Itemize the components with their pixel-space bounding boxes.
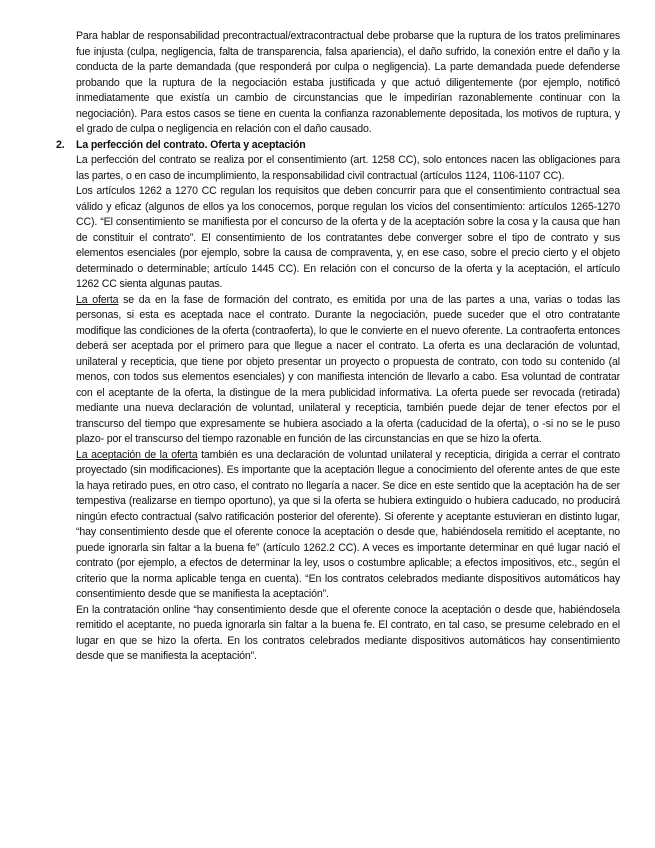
offer-paragraph: [76, 293, 620, 448]
section-number: 2.: [56, 138, 65, 151]
perfection-paragraph: La perfección del contrato se realiza por el consentimiento (art. 1258 CC), solo entonces nacen las obligaciones para las partes, o en caso de incumplimiento, la responsabilidad civil contractual (artículos 1124, 1106-1107 CC).: [76, 154, 620, 182]
acceptance-text: también es una declaración de voluntad unilateral y recepticia, dirigida a cerrar el contrato proyectado (sin modificaciones). Es importante que la aceptación llegue a conocimiento del oferente antes de que este la haya retirado pues, en otro caso, el contrato no llegaría a nacer. Se dice en este sentido que la aceptación ha de ser tempestiva (realizarse en tiempo oportuno), ya que si la oferta se hubiera extinguido o hubiera caducado, no producirá ningún efecto contractual (salvo ratificación posterior del oferente). Si oferente y aceptante estuvieran en distinto lugar, “hay consentimiento desde que el oferente conoce la aceptación o desde que, habiéndosela remitido el aceptante, no puede ignorarla sin faltar a la buena fe” (artículo 1262.2 CC). A veces es importante determinar en qué lugar nació el contrato (por ejemplo, a efectos de determinar la ley, usos o costumbre aplicable; a efectos impositivos, etc., según el criterio que la norma aplicable tenga en cuenta). “En los contratos celebrados mediante dispositivos automáticos hay consentimiento desde que se manifiesta la aceptación”.: [76, 448, 620, 600]
document-page: [56, 29, 621, 665]
acceptance-paragraph: [76, 448, 620, 603]
section-title: La perfección del contrato. Oferta y aceptación: [76, 138, 306, 151]
section-heading: [56, 138, 620, 154]
acceptance-term: La aceptación de la oferta: [76, 448, 198, 461]
online-contract-paragraph: En la contratación online “hay consentimiento desde que el oferente conoce la aceptación o desde que, habiéndosela remitido el aceptante, no pueda ignorarla sin faltar a la buena fe. El contrato, en tal caso, se presume celebrado en el lugar en que se hizo la oferta. En los contratos celebrados mediante dispositivos automáticos hay consentimiento desde que se manifiesta la aceptación”.: [76, 603, 620, 662]
offer-text: se da en la fase de formación del contrato, es emitida por una de las partes a una, varias o todas las personas, si esta es aceptada nace el contrato. Durante la negociación, puede suceder que el otro contratante modifique las condiciones de la oferta (contraoferta), lo que le convierte en el nuevo oferente. La contraoferta entonces deberá ser aceptada por el primero para que llegue a nacer el contrato. La oferta es una declaración de voluntad, unilateral y recepticia, que tiene por objeto presentar un proyecto o propuesta de contrato, con todo su contenido (al menos, con todos sus elementos esenciales) y con manifiesta intención de llevarlo a cabo. Esa voluntad de contratar con el aceptante de la oferta, la distingue de la mera publicidad informativa. La oferta puede ser revocada (retirada) mediante una nueva declaración de voluntad, unilateral y recepticia, también puede dejar de tener efectos por el transcurso del tiempo que expresamente se hubiera asociado a la oferta (caducidad de la oferta), o -si no se le puso plazo- por el transcurso del tiempo razonable en función de las circunstancias en que se hizo la oferta.: [76, 293, 621, 445]
offer-term: La oferta: [76, 293, 119, 306]
requirements-paragraph: Los artículos 1262 a 1270 CC regulan los requisitos que deben concurrir para que el consentimiento contractual sea válido y eficaz (algunos de ellos ya los conocemos, porque regulan los vicios del consentimiento: artículos 1265-1270 CC). “El consentimiento se manifiesta por el concurso de la oferta y de la aceptación sobre la cosa y la causa que han de constituir el contrato”. El consentimiento de los contratantes debe converger sobre el tipo de contrato y sus elementos esenciales (por ejemplo, sobre la causa de compraventa, y, en ese caso, sobre el precio cierto y el objeto determinado o determinable; artículo 1445 CC). En relación con el concurso de la oferta y la aceptación, el artículo 1262 CC sienta algunas pautas.: [76, 185, 620, 290]
intro-paragraph: Para hablar de responsabilidad precontractual/extracontractual debe probarse que la ruptura de los tratos preliminares fue injusta (culpa, negligencia, falta de transparencia, falsa apariencia), el daño sufrido, la conexión entre el daño y la conducta de la parte demandada (que responderá por culpa o negligencia). La parte demandada puede defenderse probando que la ruptura de la negociación estaba justificada y que actuó diligentemente (por ejemplo, notificó inmediatamente que existía un cambio de circunstancias que le impedirían razonablemente continuar con la negociación). Para estos casos se tiene en cuenta la confianza razonablemente depositada, los motivos de ruptura, y el grado de culpa o negligencia en relación con el daño causado.: [76, 30, 620, 135]
